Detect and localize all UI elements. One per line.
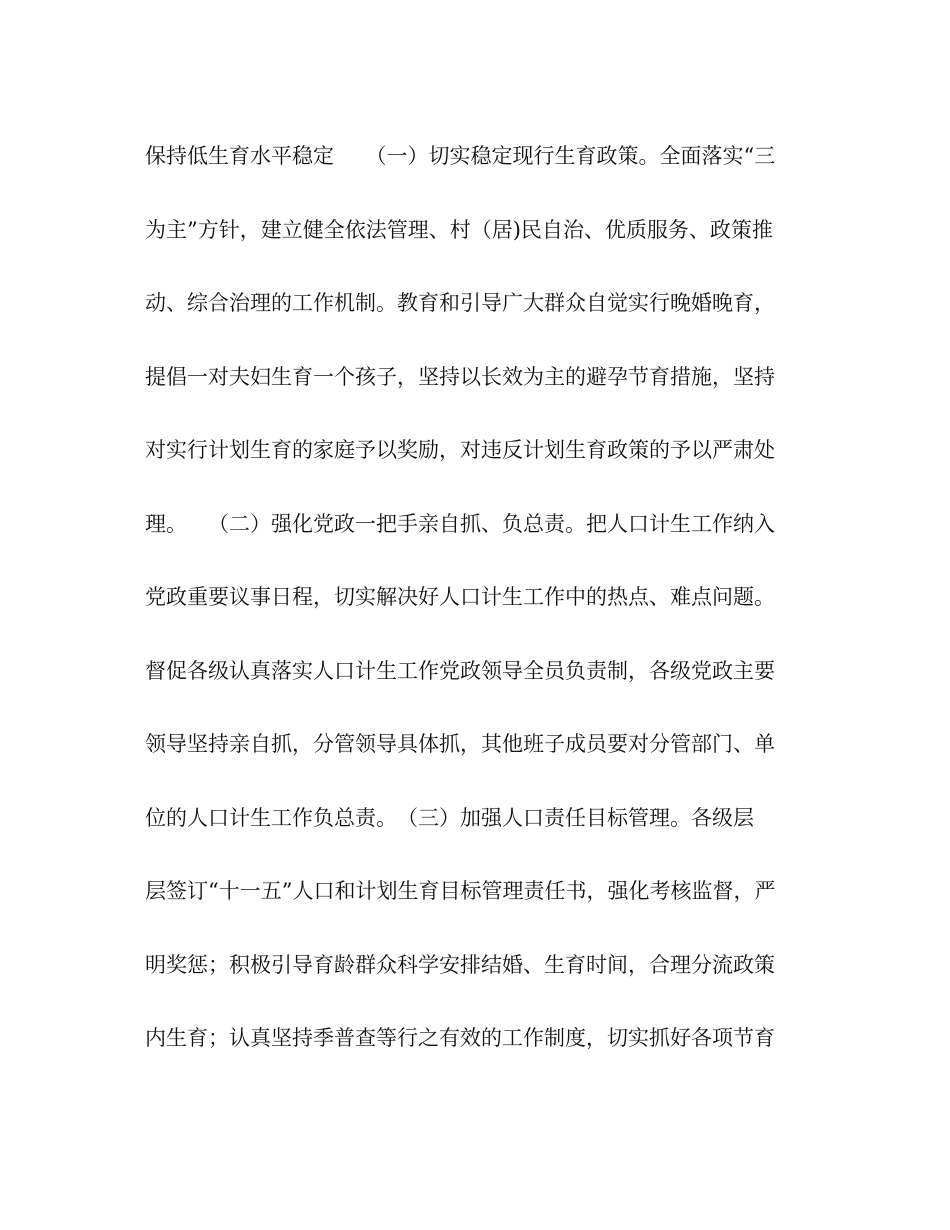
text-line-6: 理。 （二）强化党政一把手亲自抓、负总责。把人口计生工作纳入 — [145, 511, 775, 536]
text-line-11: 层签订“十一五”人口和计划生育目标管理责任书，强化考核监督，严 — [145, 879, 776, 903]
text-line-3: 动、综合治理的工作机制。教育和引导广大群众自觉实行晚婚晚育， — [145, 291, 775, 315]
text-line-9: 领导坚持亲自抓，分管领导具体抓，其他班子成员要对分管部门、单 — [145, 732, 775, 756]
text-line-7: 党政重要议事日程，切实解决好人口计生工作中的热点、难点问题。 — [145, 585, 775, 609]
text-line-13: 内生育；认真坚持季普查等行之有效的工作制度，切实抓好各项节育 — [145, 1026, 775, 1050]
text-line-4: 提倡一对夫妇生育一个孩子，坚持以长效为主的避孕节育措施，坚持 — [145, 364, 775, 389]
text-line-2: 为主”方针，建立健全依法管理、村（居)民自治、优质服务、政策推 — [145, 217, 773, 242]
text-line-8: 督促各级认真落实人口计生工作党政领导全员负责制，各级党政主要 — [145, 658, 775, 683]
body-text — [145, 137, 805, 1093]
text-line-10: 位的人口计生工作负总责。 （三）加强人口责任目标管理。各级层 — [145, 805, 754, 830]
text-line-1: 保持低生育水平稳定 （一）切实稳定现行生育政策。全面落实“三 — [145, 144, 776, 168]
text-line-5: 对实行计划生育的家庭予以奖励，对违反计划生育政策的予以严肃处 — [145, 438, 775, 462]
text-line-12: 明奖惩；积极引导育龄群众科学安排结婚、生育时间，合理分流政策 — [145, 952, 775, 977]
